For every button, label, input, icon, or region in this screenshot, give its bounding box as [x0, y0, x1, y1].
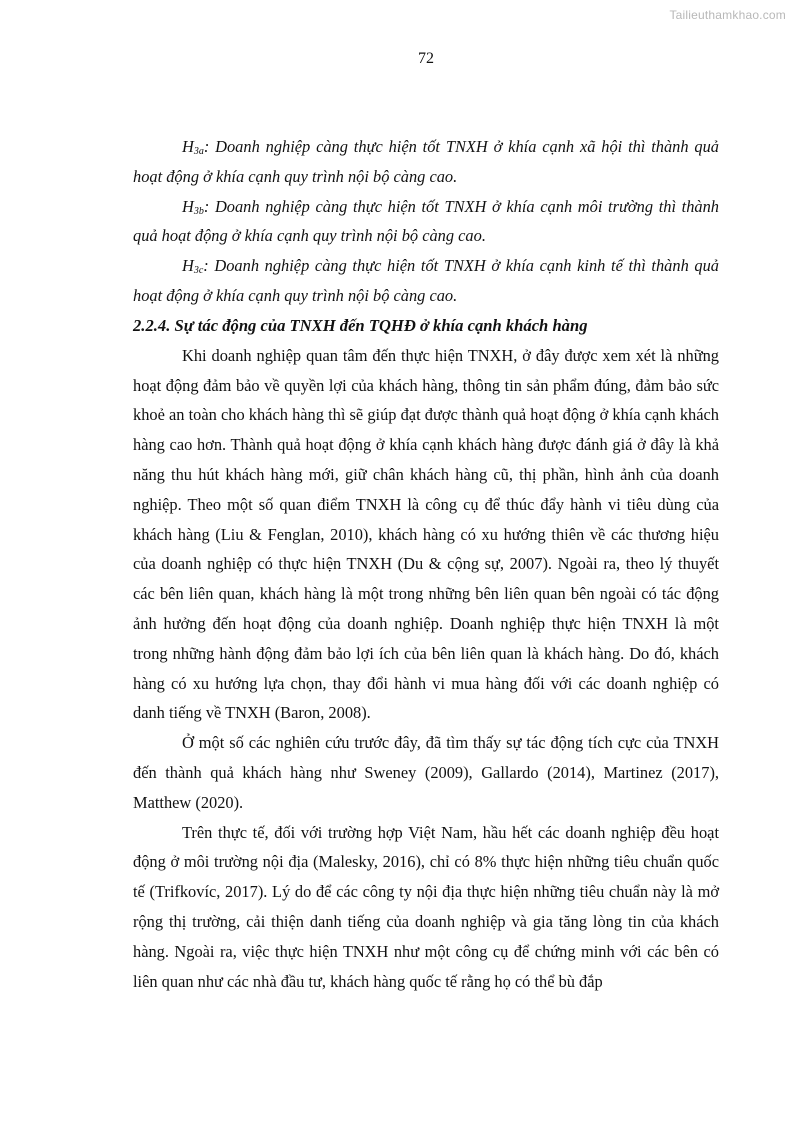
- body-paragraph: Ở một số các nghiên cứu trước đây, đã tìm thấy sự tác động tích cực của TNXH đến thành quả khách hàng như Sweney (2009), Gallardo (2014), Martinez (2017), Matthew (2020).: [133, 733, 719, 812]
- section-heading: 2.2.4. Sự tác động của TNXH đến TQHĐ ở khía cạnh khách hàng: [133, 315, 588, 335]
- hypothesis-label: H: [182, 137, 194, 156]
- document-body: [133, 132, 719, 996]
- hypothesis-text: : Doanh nghiệp càng thực hiện tốt TNXH ở khía cạnh kinh tế thì thành quả hoạt động ở khía cạnh quy trình nội bộ càng cao.: [133, 256, 719, 305]
- hypothesis-h3a: [133, 132, 719, 192]
- hypothesis-text: : Doanh nghiệp càng thực hiện tốt TNXH ở khía cạnh môi trường thì thành quả hoạt động ở khía cạnh quy trình nội bộ càng cao.: [133, 196, 719, 246]
- body-paragraph: Trên thực tế, đối với trường hợp Việt Nam, hầu hết các doanh nghiệp đều hoạt động ở môi trường nội địa (Malesky, 2016), chỉ có 8% thực hiện những tiêu chuẩn quốc tế (Trifkovíc, 2017). Lý do để các công ty nội địa thực hiện những tiêu chuẩn này là mở rộng thị trường, cải thiện danh tiếng của doanh nghiệp và gia tăng lòng tin của khách hàng. Ngoài ra, việc thực hiện TNXH như một công cụ để chứng minh với các bên có liên quan như các nhà đầu tư, khách hàng quốc tế rằng họ có thể bù đắp: [133, 822, 719, 991]
- page-number: 72: [418, 50, 434, 67]
- hypothesis-text: : Doanh nghiệp càng thực hiện tốt TNXH ở khía cạnh xã hội thì thành quả hoạt động ở khía cạnh quy trình nội bộ càng cao.: [133, 137, 719, 186]
- body-paragraph: Khi doanh nghiệp quan tâm đến thực hiện TNXH, ở đây được xem xét là những hoạt động đảm bảo về quyền lợi của khách hàng, thông tin sản phẩm đúng, đảm bảo sức khoẻ an toàn cho khách hàng thì sẽ giúp đạt được thành quả hoạt động ở khía cạnh khách hàng cao hơn. Thành quả hoạt động ở khía cạnh khách hàng được đánh giá ở đây là khả năng thu hút khách hàng mới, giữ chân khách hàng cũ, thị phần, hình ảnh của doanh nghiệp. Theo một số quan điểm TNXH là công cụ để thúc đẩy hành vi tiêu dùng của khách hàng (Liu & Fenglan, 2010), khách hàng có xu hướng thiên về các thương hiệu của doanh nghiệp có thực hiện TNXH (Du & cộng sự, 2007). Ngoài ra, theo lý thuyết các bên liên quan, khách hàng là một trong những bên liên quan bên ngoài có tác động ảnh hưởng đến hoạt động của doanh nghiệp. Doanh nghiệp thực hiện TNXH là một trong những hành động đảm bảo lợi ích của bên liên quan là khách hàng. Do đó, khách hàng có xu hướng lựa chọn, thay đổi hành vi mua hàng đối với các doanh nghiệp có danh tiếng về TNXH (Baron, 2008).: [133, 345, 719, 723]
- hypothesis-subscript: 3b: [193, 205, 204, 217]
- hypothesis-label: H: [182, 256, 194, 276]
- hypothesis-label: H: [182, 196, 194, 216]
- hypothesis-h3b: [133, 192, 719, 252]
- hypothesis-h3c: [133, 251, 719, 311]
- hypothesis-subscript: 3a: [193, 146, 204, 157]
- hypothesis-subscript: 3c: [193, 265, 204, 277]
- watermark: Tailieuthamkhao.com: [669, 8, 786, 22]
